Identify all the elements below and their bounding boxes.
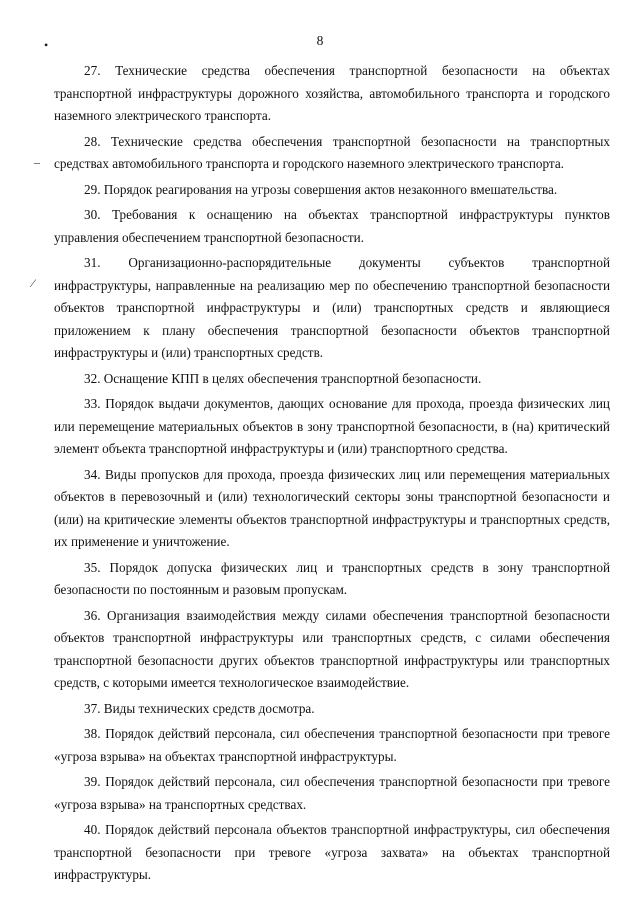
page-number: 8 (316, 33, 324, 48)
paragraph-27: 27. Технические средства обеспечения транспортной безопасности на объектах транспортной инфраструктуры дорожного хозяйства, автомобильного транспорта и городского наземного электрического транспорта. (54, 63, 610, 123)
paragraph-35: 35. Порядок допуска физических лиц и транспортных средств в зону транспортной безопасности по постоянным и разовым пропускам. (54, 559, 610, 597)
paragraph-33: 33. Порядок выдачи документов, дающих основание для прохода, проезда физических лиц или перемещение материальных объектов в зону транспортной безопасности, в (на) критический элемент объекта транспортной инфраструктуры и (или) транспортного средства. (54, 396, 610, 456)
paragraph-39: 39. Порядок действий персонала, сил обеспечения транспортной безопасности при тревоге «угроза взрыва» на транспортных средствах. (54, 774, 610, 812)
paragraph-29: 29. Порядок реагирования на угрозы совершения актов незаконного вмешательства. (84, 181, 558, 197)
paragraph-34: 34. Виды пропусков для прохода, проезда физических лиц или перемещения материальных объектов в перевозочный и (или) технологический секторы зоны транспортной безопасности и (или) на критические элементы объектов транспортной инфраструктуры и транспортных средств, их применение и уничтожение. (54, 466, 610, 549)
paragraph-31: 31. Организационно-распорядительные документы субъектов транспортной инфраструктуры, направленные на реализацию мер по обеспечению транспортной безопасности объектов транспортной инфраструктуры и (или) транспортных средств и являющиеся приложением к плану обеспечения транспортной безопасности объектов транспортной инфраструктуры и (или) транспортных средств. (54, 255, 610, 360)
paragraph-40: 40. Порядок действий персонала объектов транспортной инфраструктуры, сил обеспечения транспортной безопасности при тревоге «угроза захвата» на объектах транспортной инфраструктуры. (54, 822, 610, 882)
scan-mark: – (34, 155, 40, 169)
paragraph-37: 37. Виды технических средств досмотра. (84, 700, 315, 716)
paragraph-38: 38. Порядок действий персонала, сил обеспечения транспортной безопасности при тревоге «угроза взрыва» на объектах транспортной инфраструктуры. (54, 726, 610, 764)
paragraph-28: 28. Технические средства обеспечения транспортной безопасности на транспортных средствах автомобильного транспорта и городского наземного электрического транспорта. (54, 133, 610, 171)
document-body (54, 60, 610, 887)
scan-mark: • (44, 38, 49, 52)
paragraph-36: 36. Организация взаимодействия между силами обеспечения транспортной безопасности объектов транспортной инфраструктуры или транспортных средств, с силами обеспечения транспортной безопасности других объектов транспортной инфраструктуры или транспортных средств, с которыми имеется технологическое взаимодействие. (54, 607, 610, 690)
scan-mark: ⁄ (32, 276, 35, 290)
paragraph-30: 30. Требования к оснащению на объектах транспортной инфраструктуры пунктов управления обеспечением транспортной безопасности. (54, 207, 610, 245)
paragraph-32: 32. Оснащение КПП в целях обеспечения транспортной безопасности. (84, 370, 482, 386)
